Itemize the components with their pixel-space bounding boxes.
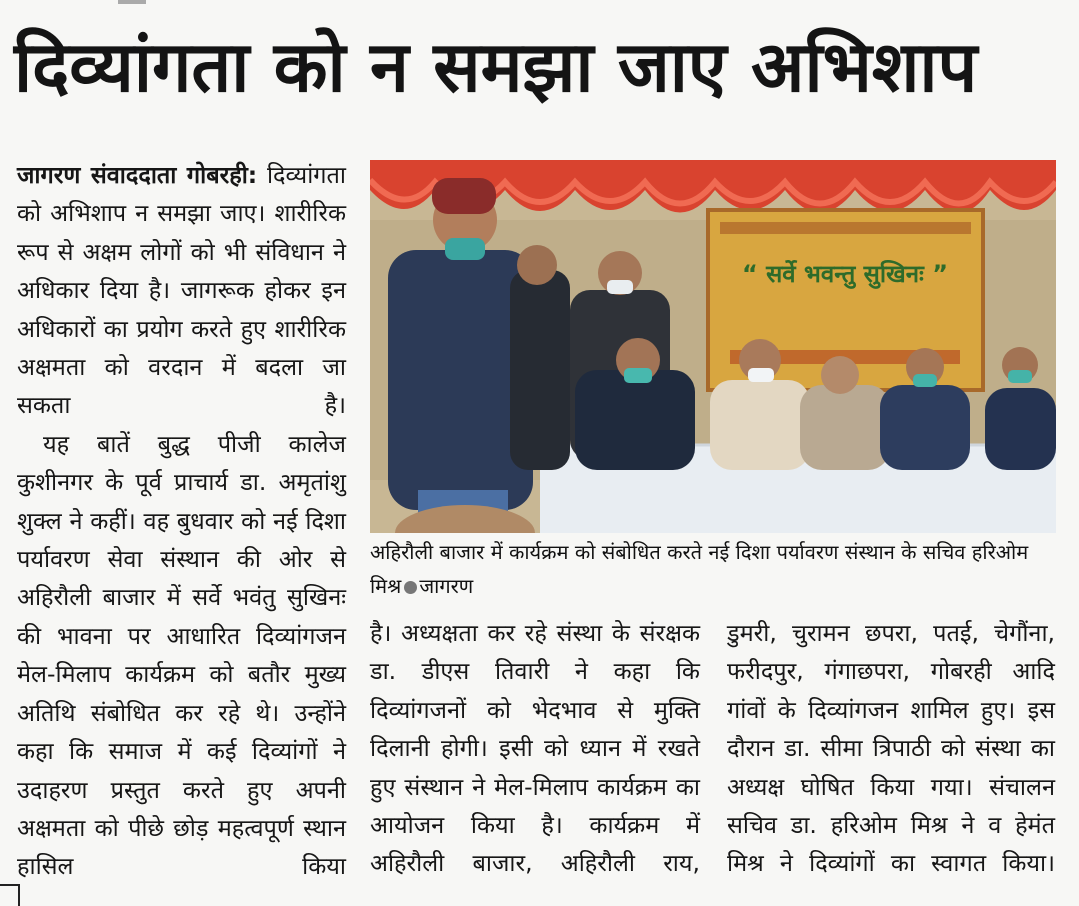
article-column-1 <box>17 156 346 886</box>
caption-text: अहिरौली बाजार में कार्यक्रम को संबोधित करते नई दिशा पर्यावरण संस्थान के सचिव हरिओम मिश्र <box>370 540 1029 598</box>
column-2-text: है। अध्यक्षता कर रहे संस्था के संरक्षक डा. डीएस तिवारी ने कहा कि दिव्यांगजनों को भेदभाव से मुक्ति दिलानी होगी। इसी को ध्यान में रखते हुए संस्थान ने मेल-मिलाप कार्यक्रम का आयोजन किया है। कार्यक्रम में अहिरौली बाजार, अहिरौली राय, <box>370 619 700 878</box>
banner-text: “ सर्वे भवन्तु सुखिनः ” <box>741 260 949 288</box>
photo-credit: जागरण <box>419 574 474 598</box>
article-column-3 <box>727 614 1055 883</box>
column-3-text: डुमरी, चुरामन छपरा, पतई, चेगौंना, फरीदपुर, गंगाछपरा, गोबरही आदि गांवों के दिव्यांगजन शामिल हुए। इस दौरान डा. सीमा त्रिपाठी को संस्था का अध्यक्ष घोषित किया गया। संचालन सचिव डा. हरिओम मिश्र ने व हेमंत मिश्र ने दिव्यांगों का स्वागत किया। <box>727 619 1055 878</box>
page-edge-mark <box>118 0 146 4</box>
news-photo <box>370 160 1056 533</box>
article-column-2 <box>370 614 700 883</box>
paragraph-1-text: दिव्यांगता को अभिशाप न समझा जाए। शारीरिक रूप से अक्षम लोगों को भी संविधान ने अधिकार दिया है। जागरूक होकर इन अधिकारों का प्रयोग करते हुए शारीरिक अक्षमता को वरदान में बदला जा सकता है। <box>17 161 346 420</box>
paragraph-2: यह बातें बुद्ध पीजी कालेज कुशीनगर के पूर्व प्राचार्य डा. अमृतांशु शुक्ल ने कहीं। वह बुधवार को नई दिशा पर्यावरण सेवा संस्थान की ओर से अहिरौली बाजार में सर्वे भवंतु सुखिनः की भावना पर आधारित दिव्यांगजन मेल-मिलाप कार्यक्रम को बतौर मुख्य अतिथि संबोधित कर रहे थे। उन्होंने कहा कि समाज में कई दिव्यांगों ने उदाहरण प्रस्तुत करते हुए अपनी अक्षमता को पीछे छोड़ महत्वपूर्ण स्थान हासिल किया <box>17 429 346 881</box>
credit-bullet-icon <box>404 581 417 594</box>
crop-mark <box>0 884 20 906</box>
paragraph-1 <box>17 156 346 425</box>
photo-caption <box>370 535 1056 603</box>
event-photo-illustration <box>370 160 1056 533</box>
headline: दिव्यांगता को न समझा जाए अभिशाप <box>14 26 978 108</box>
byline: जागरण संवाददाता गोबरही: <box>17 161 258 189</box>
